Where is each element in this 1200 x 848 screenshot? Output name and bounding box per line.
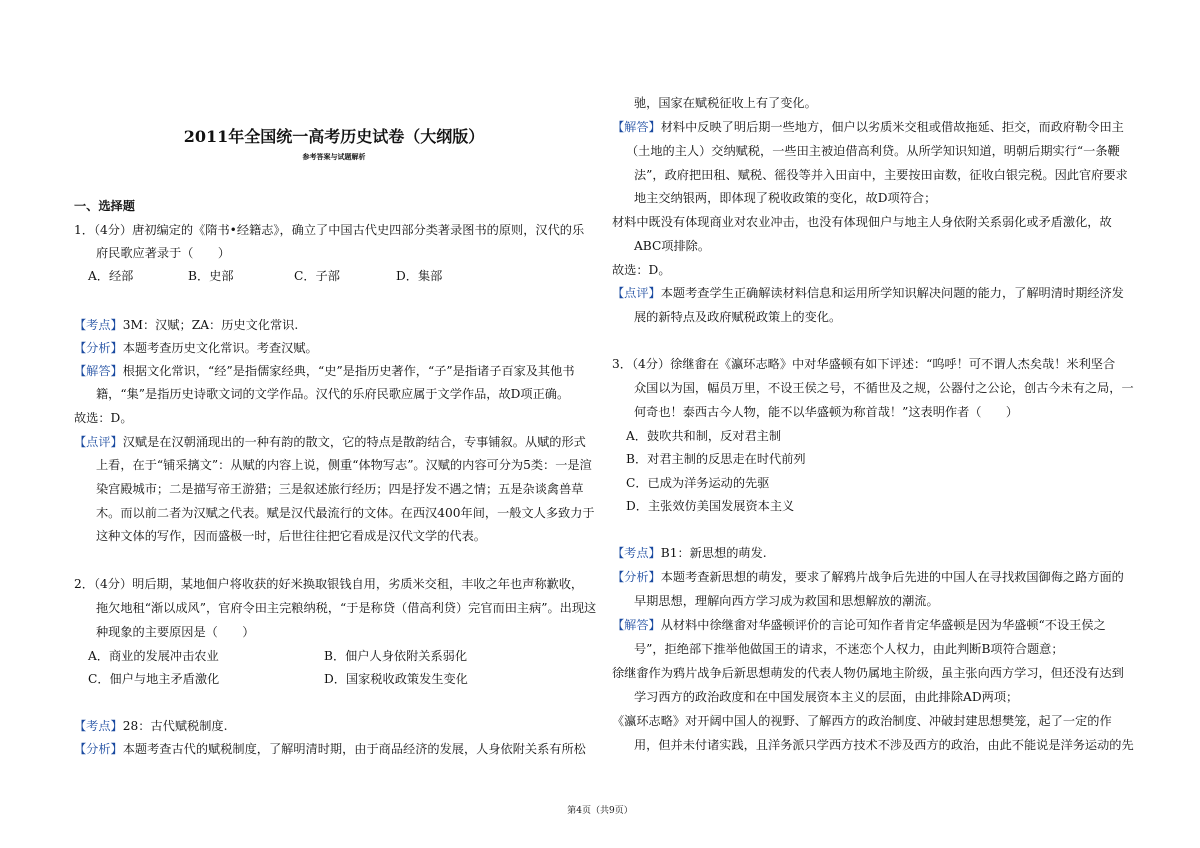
fenxi-tag: 【分析】	[612, 570, 661, 584]
q1-dianping-line-2: 上看，在于“铺采摛文”：从赋的内容上说，侧重“体物写志”。汉赋的内容可分为5类：一是渲	[96, 458, 592, 472]
q2-jieda-line-4: 地主交纳银两，即体现了税收政策的变化，故D项符合；	[634, 191, 937, 205]
q2-option-d: D．国家税收政策发生变化	[324, 672, 468, 686]
q2-dianping-line-2: 展的新特点及政府赋税政策上的变化。	[634, 310, 842, 324]
q1-dianping-line-4: 木。而以前二者为汉赋之代表。赋是汉代最流行的文体。在西汉400年间，一般文人多致力于	[96, 506, 595, 520]
q1-option-b: B．史部	[188, 269, 234, 283]
q2-fenxi-text-1: 本题考查古代的赋税制度，了解明清时期，由于商品经济的发展，人身依附关系有所松	[122, 742, 586, 756]
q3-extra-line-1: 徐继畬作为鸦片战争后新思想萌发的代表人物仍属地主阶级，虽主张向西方学习，但还没有达到	[612, 666, 1124, 680]
q3-option-c: C．已成为洋务运动的先驱	[626, 476, 770, 490]
q1-option-d: D．集部	[396, 269, 443, 283]
q1-stem-line-2: 府民歌应著录于（ ）	[96, 246, 231, 260]
q1-kaodian-text: 3M：汉赋；ZA：历史文化常识.	[122, 318, 299, 332]
kaodian-tag: 【考点】	[74, 318, 123, 332]
q3-option-d: D．主张效仿美国发展资本主义	[626, 499, 795, 513]
q3-jieda-line-2: 号”，拒绝部下推举他做国王的请求，不迷恋个人权力，由此判断B项符合题意；	[634, 642, 1064, 656]
q1-kaodian	[74, 317, 298, 333]
page-footer: 第4页（共9页）	[567, 806, 633, 816]
q2-dianping	[612, 285, 1124, 301]
q3-option-a: A．鼓吹共和制，反对君主制	[626, 429, 782, 443]
q3-extra-line-3: 《瀛环志略》对开阔中国人的视野、了解西方的政治制度、冲破封建思想樊笼，起了一定的作	[612, 714, 1112, 728]
q1-dianping-text-1: 汉赋是在汉朝涌现出的一种有韵的散文，它的特点是散韵结合，专事铺叙。从赋的形式	[122, 435, 586, 449]
q2-stem-line-1: 2．（4分）明后期，某地佃户将收获的好米换取银钱自用，劣质米交租，丰收之年也声称歉收，	[74, 577, 584, 591]
q3-fenxi-text-1: 本题考查新思想的萌发，要求了解鸦片战争后先进的中国人在寻找救国御侮之路方面的	[660, 570, 1124, 584]
q1-jieda-line-2: 籍，“集”是指历史诗歌文词的文学作品。汉代的乐府民歌应属于文学作品，故D项正确。	[96, 387, 570, 401]
q1-dianping-line-3: 染宫殿城市；二是描写帝王游猎；三是叙述旅行经历；四是抒发不遇之情；五是杂谈禽兽草	[96, 482, 584, 496]
q2-option-c: C．佃户与地主矛盾激化	[88, 672, 220, 686]
q2-stem-line-2: 拖欠地租“渐以成风”，官府令田主完粮纳税，“于是称贷（借高利贷）完官而田主病”。出现这	[96, 601, 597, 615]
q3-option-b: B．对君主制的反思走在时代前列	[626, 452, 806, 466]
section-heading: 一、选择题	[74, 199, 135, 213]
q3-fenxi-line-2: 早期思想，理解向西方学习成为救国和思想解放的潮流。	[634, 594, 939, 608]
q1-jieda-text-1: 根据文化常识，“经”是指儒家经典，“史”是指历史著作，“子”是指诸子百家及其他书	[122, 364, 575, 378]
jieda-tag: 【解答】	[612, 120, 661, 134]
fenxi-tag: 【分析】	[74, 341, 123, 355]
q3-stem-line-3: 何奇也！泰西古今人物，能不以华盛顿为称首哉！”这表明作者（ ）	[634, 405, 1019, 419]
q2-fenxi-line-2: 驰，国家在赋税征收上有了变化。	[634, 96, 817, 110]
q2-jieda	[612, 119, 1124, 135]
q3-jieda	[612, 617, 1106, 633]
q2-answer: 故选：D。	[612, 263, 671, 277]
kaodian-tag: 【考点】	[612, 546, 661, 560]
fenxi-tag: 【分析】	[74, 742, 123, 756]
q3-stem-line-2: 众国以为国，幅员万里，不设王侯之号，不循世及之规，公器付之公论，创古今未有之局，一	[634, 381, 1134, 395]
q2-option-a: A．商业的发展冲击农业	[88, 649, 219, 663]
q3-extra-line-4: 用，但并未付诸实践，且洋务派只学西方技术不涉及西方的政治，由此不能说是洋务运动的先	[634, 738, 1134, 752]
q2-stem-line-3: 种现象的主要原因是（ ）	[96, 625, 255, 639]
q2-fenxi	[74, 741, 586, 757]
q3-fenxi	[612, 569, 1124, 585]
q2-jieda-line-2: （土地的主人）交纳赋税，一些田主被迫借高利贷。从所学知识知道，明朝后期实行“一条鞭	[626, 144, 1120, 158]
q1-dianping	[74, 434, 586, 450]
jieda-tag: 【解答】	[74, 364, 123, 378]
jieda-tag: 【解答】	[612, 618, 661, 632]
q2-dianping-text-1: 本题考查学生正确解读材料信息和运用所学知识解决问题的能力，了解明清时期经济发	[660, 286, 1124, 300]
q2-extra-line-2: ABC项排除。	[634, 239, 711, 253]
q3-kaodian	[612, 545, 767, 561]
q1-option-a: A．经部	[88, 269, 134, 283]
dianping-tag: 【点评】	[74, 435, 123, 449]
dianping-tag: 【点评】	[612, 286, 661, 300]
q3-jieda-text-1: 从材料中徐继畬对华盛顿评价的言论可知作者肯定华盛顿是因为华盛顿“不设王侯之	[660, 618, 1106, 632]
q1-fenxi-text: 本题考查历史文化常识。考查汉赋。	[122, 341, 318, 355]
q3-kaodian-text: B1：新思想的萌发.	[660, 546, 767, 560]
q2-option-b: B．佃户人身依附关系弱化	[324, 649, 468, 663]
q2-kaodian	[74, 718, 227, 734]
page-subtitle: 参考答案与试题解析	[302, 152, 366, 161]
q1-dianping-line-5: 这种文体的写作，因而盛极一时，后世往往把它看成是汉代文学的代表。	[96, 529, 486, 543]
kaodian-tag: 【考点】	[74, 719, 123, 733]
q1-option-c: C．子部	[294, 269, 340, 283]
q1-stem-line-1: 1．（4分）唐初编定的《隋书•经籍志》，确立了中国古代史四部分类著录图书的原则，汉代的乐	[74, 223, 585, 237]
q1-jieda	[74, 363, 575, 379]
q2-extra-line-1: 材料中既没有体现商业对农业冲击，也没有体现佃户与地主人身依附关系弱化或矛盾激化，故	[612, 215, 1112, 229]
page-title: 2011年全国统一高考历史试卷（大纲版）	[183, 127, 485, 146]
q2-kaodian-text: 28：古代赋税制度.	[122, 719, 228, 733]
q3-extra-line-2: 学习西方的政治政度和在中国发展资本主义的层面，由此排除AD两项；	[634, 690, 1019, 704]
q1-answer: 故选：D。	[74, 411, 133, 425]
q2-jieda-line-3: 法”，政府把田租、赋税、徭役等并入田亩中，主要按田亩数，征收白银完税。因此官府要求	[634, 168, 1128, 182]
q2-jieda-text-1: 材料中反映了明后期一些地方，佃户以劣质米交租或借故拖延、拒交，而政府勒令田主	[660, 120, 1124, 134]
q1-fenxi	[74, 340, 318, 356]
q3-stem-line-1: 3．（4分）徐继畬在《瀛环志略》中对华盛顿有如下评述：“呜呼！可不谓人杰矣哉！米利坚合	[612, 357, 1116, 371]
